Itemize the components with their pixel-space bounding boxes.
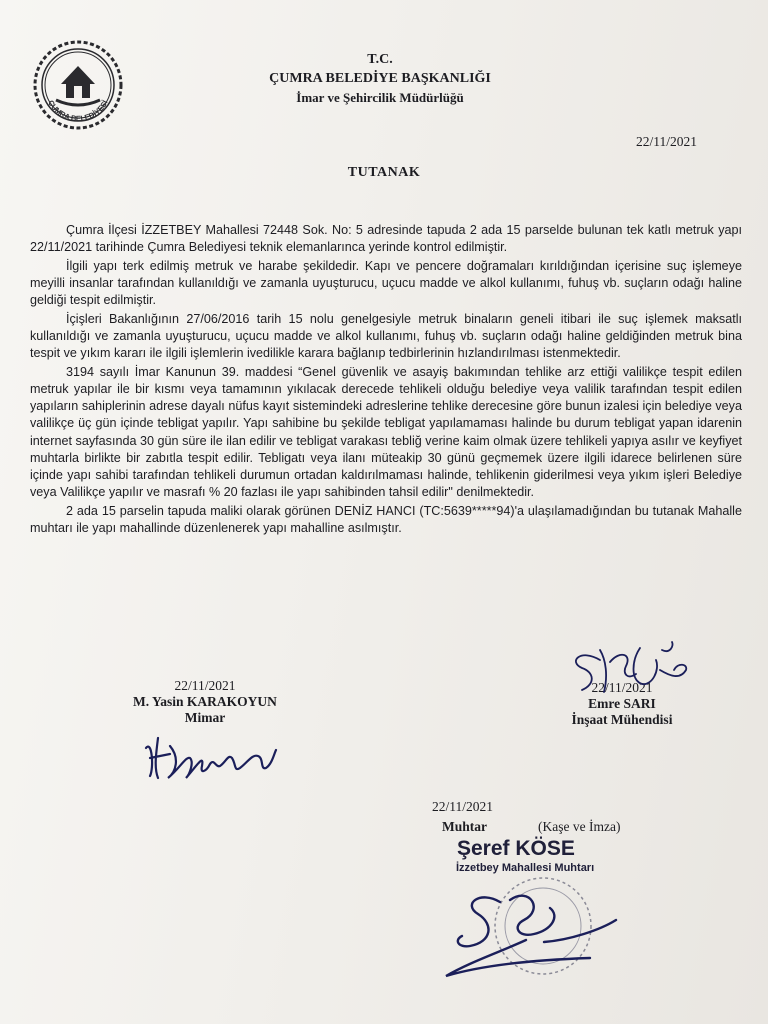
signer-name: M. Yasin KARAKOYUN bbox=[133, 694, 277, 709]
signer-role: Mimar bbox=[184, 710, 226, 725]
signature-date: 22/11/2021 bbox=[591, 680, 653, 695]
seal-text: ÇUMRA BELEDİYESİ bbox=[46, 98, 110, 124]
signature-date: 22/11/2021 bbox=[174, 678, 236, 693]
stamp-and-signature-label: (Kaşe ve İmza) bbox=[538, 819, 621, 834]
letterhead-line-3: İmar ve Şehircilik Müdürlüğü bbox=[296, 90, 464, 105]
letterhead-line-2: ÇUMRA BELEDİYE BAŞKANLIĞI bbox=[269, 71, 491, 86]
engineer-signature bbox=[560, 640, 690, 702]
document-body bbox=[30, 222, 742, 539]
architect-signature bbox=[140, 728, 280, 784]
municipal-seal-icon bbox=[28, 40, 128, 130]
document-title: TUTANAK bbox=[347, 165, 421, 180]
paragraph: 2 ada 15 parselin tapuda maliki olarak görünen DENİZ HANCI (TC:5639*****94)'a ulaşılamadığından bu tutanak Mahalle muhtarı ile yapı mahallinde düzenlenerek yapı mahalline asılmıştır. bbox=[30, 503, 742, 536]
muhtar-stamp-name: Şeref KÖSE bbox=[457, 837, 575, 860]
muhtar-date: 22/11/2021 bbox=[432, 799, 494, 814]
paragraph: 3194 sayılı İmar Kanunun 39. maddesi “Genel güvenlik ve asayiş bakımından tehlike arz ettiği valilikçe tespit edilen metruk yapılar ile bir kısmı veya tamamının yıkılacak derecede tehlikeli olduğu belediye veya valilik tarafından tespit edilen yapıların sahiplerinin adrese dayalı nüfus kayıt sistemindeki adreslerine tehlike derecesine göre bunun izalesi için belediye veya valilikçe üç gün içinde tebligat yapılır. Yapı sahibine bu şekilde tebligat yapılamaması halinde bu durum tebligat yapan idarenin internet sayfasında 30 gün süre ile ilan edilir ve tebligat varakası tebliğ verine kaim olmak üzere tehlikeli yapıya asılır ve keyfiyet muhtarla birlikte bir zabıtla tespit edilir. Tebligatı veya ilanı müteakip 30 günü geçmemek üzere ilgili idarece belirlenen süre içinde yapı sahibi tarafından tehlikeli durumun ortadan kaldırılmaması halinde, tehlikenin giderilmesi veya yıkım işleri Belediye veya Valilikçe yapılır ve masrafı % 20 fazlası ile yapı sahibinden tahsil edilir" denilmektedir. bbox=[30, 364, 742, 500]
paragraph: İlgili yapı terk edilmiş metruk ve harabe şekildedir. Kapı ve pencere doğramaları kırıldığından içerisine suç işlemeye meyilli insanlar tarafından kullanıldığı ve zamanla uyuşturucu, uçucu madde ve alkol kullanımı, fuhuş vb. suçların odağı haline geldiği tespit edilmiştir. bbox=[30, 258, 742, 308]
signature-block-architect bbox=[112, 678, 298, 726]
muhtar-stamp-subtitle: İzzetbey Mahallesi Muhtarı bbox=[456, 862, 595, 874]
document-date: 22/11/2021 bbox=[636, 134, 698, 149]
paragraph: Çumra İlçesi İZZETBEY Mahallesi 72448 Sok. No: 5 adresinde tapuda 2 ada 15 parselde bulunan tek katlı metruk yapı 22/11/2021 tarihinde Çumra Belediyesi teknik elemanlarınca yerinde kontrol edilmiştir. bbox=[30, 223, 742, 255]
letterhead-line-1: T.C. bbox=[367, 52, 393, 67]
signer-name: Emre SARI bbox=[588, 696, 656, 711]
muhtar-signature bbox=[440, 880, 620, 990]
letterhead bbox=[250, 50, 510, 107]
signer-role: İnşaat Mühendisi bbox=[571, 712, 673, 727]
paragraph: İçişleri Bakanlığının 27/06/2016 tarih 15 nolu genelgesiyle metruk binaların geneli itibari ile suç işlemek maksatlı kullanıldığı ve zamanla uyuşturucu, uçucu madde ve alkol kullanımı, fuhuş vb. suçların odağı haline geldiğinden metruk bina tespit ve yıkım kararı ile ilgili işlemlerin ivedilikle karara bağlanıp tedbirlerinin hızlandırılması istenmektedir. bbox=[30, 311, 742, 361]
muhtar-label: Muhtar bbox=[442, 819, 487, 834]
